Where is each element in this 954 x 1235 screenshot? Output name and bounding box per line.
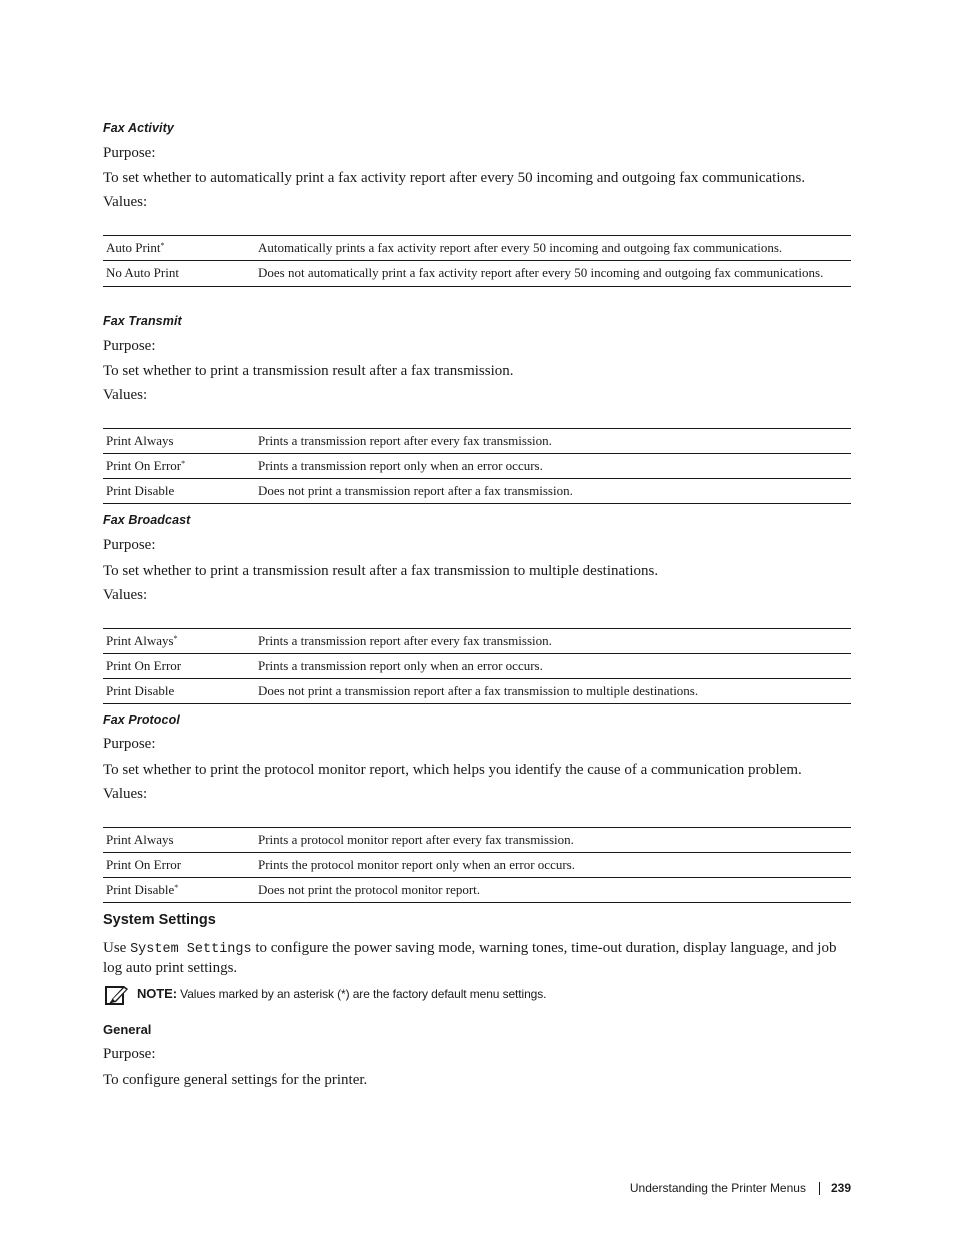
- values-label: Values:: [103, 587, 148, 603]
- code-system-settings: System Settings: [130, 942, 252, 957]
- values-table-fax-activity: [103, 235, 851, 287]
- note-box: [103, 984, 851, 1006]
- purpose-label: Purpose:: [103, 1046, 156, 1062]
- value-description: Prints a protocol monitor report after every fax transmission.: [258, 832, 574, 847]
- value-key: Print On Error: [103, 853, 255, 878]
- values-table-fax-broadcast: [103, 628, 851, 704]
- footer-divider: [819, 1182, 820, 1195]
- heading-fax-broadcast: Fax Broadcast: [103, 513, 191, 527]
- value-description: Prints the protocol monitor report only when an error occurs.: [255, 853, 851, 878]
- purpose-label: Purpose:: [103, 736, 156, 752]
- value-key: Print Disable: [103, 479, 255, 504]
- purpose-label: Purpose:: [103, 145, 156, 161]
- table-row: [103, 429, 851, 454]
- purpose-text: To set whether to print a transmission result after a fax transmission to multiple destinations.: [103, 563, 659, 579]
- heading-fax-protocol: Fax Protocol: [103, 713, 180, 727]
- table-row: [103, 236, 851, 261]
- values-label: Values:: [103, 786, 148, 802]
- table-row: [103, 878, 851, 903]
- page-number: 239: [830, 1181, 851, 1195]
- value-key: Print Always: [106, 832, 174, 847]
- values-table-fax-protocol: [103, 827, 851, 903]
- purpose-text: To configure general settings for the printer.: [103, 1072, 368, 1088]
- value-key: Print Always: [106, 433, 174, 448]
- table-row: [103, 454, 851, 479]
- table-row: [103, 679, 851, 704]
- value-description: Prints a transmission report after every fax transmission.: [258, 433, 552, 448]
- value-description: Does not print a transmission report after a fax transmission.: [255, 479, 851, 504]
- value-key: Print On Error: [103, 654, 255, 679]
- values-label: Values:: [103, 194, 148, 210]
- value-key: Auto Print*: [106, 240, 165, 255]
- value-description: Prints a transmission report after every fax transmission.: [258, 633, 552, 648]
- page-footer: [630, 1181, 851, 1195]
- value-description: Automatically prints a fax activity report after every 50 incoming and outgoing fax communications.: [258, 240, 783, 255]
- value-key: Print On Error*: [103, 454, 255, 479]
- table-row: [103, 479, 851, 504]
- value-description: Prints a transmission report only when an error occurs.: [255, 454, 851, 479]
- value-description: Prints a transmission report only when an error occurs.: [255, 654, 851, 679]
- purpose-text: To set whether to print the protocol monitor report, which helps you identify the cause of a communication problem.: [103, 762, 802, 778]
- heading-system-settings: System Settings: [103, 912, 216, 928]
- values-table-fax-transmit: [103, 428, 851, 504]
- purpose-text: To set whether to print a transmission result after a fax transmission.: [103, 363, 514, 379]
- value-description: Does not print the protocol monitor report.: [255, 878, 851, 903]
- system-settings-intro: Use System Settings to configure the power saving mode, warning tones, time-out duration, display language, and job log auto print settings.: [103, 940, 837, 976]
- value-key: Print Disable*: [103, 878, 255, 903]
- heading-general: General: [103, 1022, 152, 1037]
- note-text: NOTE: Values marked by an asterisk (*) are the factory default menu settings.: [137, 986, 547, 1001]
- value-key: Print Disable: [103, 679, 255, 704]
- heading-fax-activity: Fax Activity: [103, 121, 174, 135]
- value-description: Does not print a transmission report after a fax transmission to multiple destinations.: [255, 679, 851, 704]
- table-row: [103, 261, 851, 287]
- table-row: [103, 654, 851, 679]
- footer-title: Understanding the Printer Menus: [629, 1181, 806, 1195]
- purpose-text: To set whether to automatically print a fax activity report after every 50 incoming and outgoing fax communications.: [103, 170, 806, 186]
- purpose-label: Purpose:: [103, 537, 156, 553]
- value-description: Does not automatically print a fax activity report after every 50 incoming and outgoing fax communications.: [255, 261, 851, 287]
- values-label: Values:: [103, 387, 148, 403]
- value-key: Print Always*: [106, 633, 178, 648]
- table-row: [103, 853, 851, 878]
- heading-fax-transmit: Fax Transmit: [103, 314, 182, 328]
- table-row: [103, 629, 851, 654]
- purpose-label: Purpose:: [103, 338, 156, 354]
- note-pencil-icon: [105, 984, 129, 1006]
- table-row: [103, 828, 851, 853]
- value-key: No Auto Print: [103, 261, 255, 287]
